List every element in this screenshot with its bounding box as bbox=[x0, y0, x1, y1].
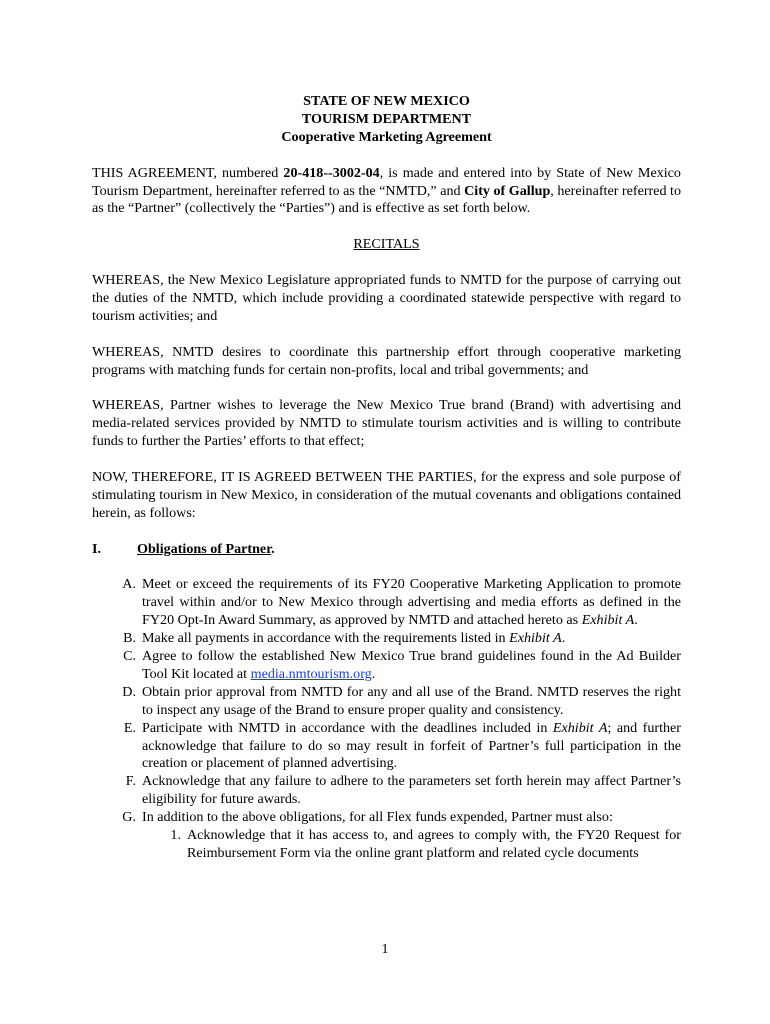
exhibit-reference: Exhibit A bbox=[581, 612, 635, 629]
recital-paragraph: NOW, THEREFORE, IT IS AGREED BETWEEN THE PARTIES, for the express and sole purpose of stimulating tourism in New Mexico, in consideration of the mutual covenants and obligations contained herein, as follows: bbox=[92, 468, 681, 521]
page-number: 1 bbox=[381, 942, 389, 957]
recitals-heading: RECITALS bbox=[353, 236, 420, 253]
list-item-text bbox=[142, 648, 681, 684]
section-title bbox=[137, 541, 275, 559]
header-department: TOURISM DEPARTMENT bbox=[301, 110, 472, 127]
agreement-number: 20-418--3002-04 bbox=[283, 164, 380, 181]
list-item-letter: F. bbox=[125, 773, 136, 790]
recital-paragraph: WHEREAS, NMTD desires to coordinate this partnership effort through cooperative marketing programs with matching funds for certain non-profits, local and tribal governments; and bbox=[92, 343, 681, 378]
list-item-letter: B. bbox=[123, 630, 136, 647]
intro-text-3: , hereinafter referred to as the “Partner” (collectively the “Parties”) and is effective as set forth below. bbox=[92, 182, 682, 217]
list-item-text bbox=[142, 630, 681, 648]
partner-name: City of Gallup bbox=[464, 182, 551, 199]
list-item-text: Obtain prior approval from NMTD for any and all use of the Brand. NMTD reserves the right to inspect any usage of the Brand to ensure proper quality and consistency. bbox=[142, 683, 681, 718]
list-item-text bbox=[142, 576, 681, 630]
section-title-text: Obligations of Partner bbox=[137, 540, 272, 557]
sub-item-text: Acknowledge that it has access to, and agrees to comply with, the FY20 Request for Reimbursement Form via the online grant platform and related cycle documents bbox=[187, 827, 681, 861]
document-header bbox=[92, 93, 681, 147]
recital-paragraph: WHEREAS, Partner wishes to leverage the New Mexico True brand (Brand) with advertising and media-related services provided by NMTD to stimulate tourism activities and is willing to contribute funds to further the Parties’ efforts to that effect; bbox=[92, 397, 681, 450]
section-number: I. bbox=[92, 540, 102, 557]
list-item bbox=[92, 576, 681, 630]
sub-list-item bbox=[92, 827, 681, 863]
intro-text-1: THIS AGREEMENT, numbered bbox=[92, 164, 284, 181]
list-item-letter: C. bbox=[123, 647, 136, 664]
list-item-letter: G. bbox=[122, 809, 136, 826]
list-item-text bbox=[142, 720, 681, 774]
intro-text-2: , is made and entered into by State of New Mexico Tourism Department, hereinafter referred to as the “NMTD,” and bbox=[92, 164, 681, 199]
header-agreement-type: Cooperative Marketing Agreement bbox=[281, 128, 492, 145]
item-a-text-end: . bbox=[634, 612, 638, 629]
exhibit-reference: Exhibit A bbox=[552, 719, 608, 736]
item-c-text-end: . bbox=[371, 665, 376, 682]
item-e-text-end: ; and further acknowledge that failure to do so may result in forfeit of Partner’s full participation in the creation or placement of planned advertising. bbox=[142, 719, 681, 772]
list-item bbox=[92, 630, 681, 648]
list-item bbox=[92, 648, 681, 684]
list-item-letter: E. bbox=[123, 719, 136, 736]
item-b-text: Make all payments in accordance with the requirements listed in bbox=[142, 630, 510, 647]
list-item-text: Acknowledge that any failure to adhere to the parameters set forth herein may affect Partner’s eligibility for future awards. bbox=[142, 773, 681, 808]
list-item bbox=[92, 809, 681, 827]
list-item bbox=[92, 720, 681, 774]
exhibit-reference: Exhibit A bbox=[509, 630, 562, 647]
item-e-text: Participate with NMTD in accordance with the deadlines included in bbox=[142, 719, 553, 736]
recital-paragraph: WHEREAS, the New Mexico Legislature appropriated funds to NMTD for the purpose of carrying out the duties of the NMTD, which include providing a coordinated statewide perspective with regard to tourism activities; and bbox=[92, 272, 681, 324]
toolkit-link[interactable]: media.nmtourism.org bbox=[250, 665, 372, 682]
intro-paragraph bbox=[92, 165, 681, 219]
section-title-period: . bbox=[271, 540, 275, 557]
item-c-text: Agree to follow the established New Mexico True brand guidelines found in the Ad Builder Tool Kit located at bbox=[142, 647, 681, 682]
list-item bbox=[92, 773, 681, 809]
list-item-letter: D. bbox=[122, 683, 136, 700]
document-body bbox=[92, 93, 681, 863]
obligations-list bbox=[92, 576, 681, 827]
header-state: STATE OF NEW MEXICO bbox=[303, 93, 470, 109]
sub-item-number: 1. bbox=[170, 827, 181, 844]
item-b-text-end: . bbox=[561, 630, 566, 647]
list-item-letter: A. bbox=[122, 576, 136, 593]
section-heading bbox=[92, 541, 681, 559]
item-a-text: Meet or exceed the requirements of its FY20 Cooperative Marketing Application to promote travel within and/or to New Mexico through advertising and media efforts as defined in the FY20 Opt-In Award Summary, as approved by NMTD and attached hereto as bbox=[142, 576, 681, 629]
list-item-text: In addition to the above obligations, for all Flex funds expended, Partner must also: bbox=[142, 809, 613, 826]
list-item bbox=[92, 684, 681, 720]
